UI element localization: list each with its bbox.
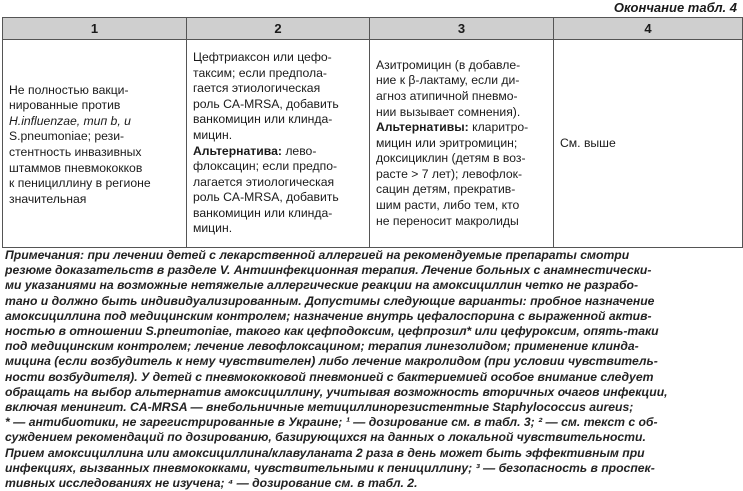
cell-antibiotics-main	[187, 40, 370, 248]
header-col-3: 3	[370, 18, 554, 40]
note-line: Прием амоксициллина или амоксициллина/клавуланата 2 раза в день может быть эффективным при	[5, 445, 645, 460]
header-col-2: 2	[187, 18, 370, 40]
note-line: тано и должно быть индивидуализированным. Допустимы следующие варианты: пробное назначение	[5, 293, 655, 308]
note-line: Примечания: при лечении детей с лекарственной аллергией на рекомендуемые препараты смотри	[5, 248, 630, 262]
note-line: резюме доказательств в разделе V. Антиинфекционная терапия. Лечение больных с анамнестически-	[5, 263, 652, 278]
cell-line: агноз атипичной пневмо-	[376, 88, 518, 103]
note-line: * — антибиотики, не зарегистрированные в Украине; ¹ — дозирование см. в табл. 3; ² — см. текст с об-	[5, 415, 658, 430]
alternatives-label: Альтернативы:	[376, 120, 469, 135]
header-col-4: 4	[554, 18, 743, 40]
note-line: амоксициллина под медицинским контролем; назначение внутрь цефалоспорина с выраженной актив-	[5, 308, 652, 323]
cell-line: штаммов пневмококков	[9, 160, 143, 175]
table-notes	[5, 248, 739, 491]
cell-line: шим расти, либо тем, кто	[376, 198, 520, 213]
note-line: обращать на выбор альтернатив амоксициллину, учитывая возможность вторичных очагов инфекции,	[5, 384, 668, 399]
table-header-row	[3, 18, 743, 40]
header-col-1: 1	[3, 18, 187, 40]
cell-line: сацин детям, прекратив-	[376, 182, 516, 197]
cell-line: Азитромицин (в добавле-	[376, 57, 521, 72]
cell-line: См. выше	[560, 135, 616, 150]
cell-line: S.pneumoniae; рези-	[9, 129, 125, 144]
note-line: включая менингит. CA-MRSA — внебольничные метициллинорезистентные Staphylococcus aureus;	[5, 400, 634, 415]
cell-line: лево-	[281, 143, 317, 158]
cell-line: лагается этиологическая	[193, 174, 335, 189]
note-line: ности возбудителя). У детей с пневмококковой пневмонией с бактериемией особое внимание следует	[5, 369, 654, 384]
cell-line: значительная	[9, 191, 87, 206]
cell-line: нии вызывает сомнения).	[376, 104, 521, 119]
cell-line: стентность инвазивных	[9, 145, 142, 159]
cell-line: расте > 7 лет); левофлок-	[376, 166, 523, 181]
cell-line: к пенициллину в регионе	[9, 176, 151, 191]
note-line: суждением рекомендаций по дозированию, базирующихся на данных о локальной чувствительности.	[5, 430, 646, 445]
alternative-line	[193, 144, 364, 160]
table-row	[3, 40, 743, 248]
treatment-table	[2, 17, 743, 248]
note-line: мицина (если возбудитель к нему чувствителен) либо лечение макролидом (при условии чувствитель-	[5, 354, 658, 369]
cell-line: мицин.	[193, 127, 233, 142]
note-line: ностью в отношении S.pneumoniae, такого как цефподоксим, цефпрозил* или цефуроксим, опять-таки	[5, 324, 659, 339]
cell-line: Не полностью вакци-	[9, 82, 129, 97]
cell-see-above	[554, 40, 743, 248]
cell-line: гается этиологическая	[193, 81, 321, 96]
cell-line: не переносит макролиды	[376, 213, 519, 228]
cell-line: Цефтриаксон или цефо-	[193, 49, 332, 64]
cell-line: ванкомицин или клинда-	[193, 112, 333, 127]
alternative-label: Альтернатива:	[193, 143, 282, 158]
cell-line: H.influenzae, тип b, и	[9, 113, 131, 128]
cell-line: флоксацин; если предпо-	[193, 159, 338, 174]
cell-line: мицин или эритромицин;	[376, 135, 518, 150]
cell-antibiotics-atypical	[370, 40, 554, 248]
table-caption: Окончание табл. 4	[613, 0, 737, 15]
cell-line: доксициклин (детям в воз-	[376, 151, 526, 166]
note-line: ми указаниями на возможные нетяжелые аллергические реакции на амоксициллин четко не разрабо-	[5, 278, 639, 293]
cell-line: роль CA-MRSA, добавить	[193, 190, 339, 205]
note-line: под медицинским контролем; лечение левофлоксацином; терапия линезолидом; применение клинда-	[5, 339, 639, 354]
alternative-line	[376, 120, 548, 136]
note-line: инфекциях, вызванных пневмококками, чувствительными к пенициллину; ³ — безопасность в проспек-	[5, 460, 655, 475]
cell-line: ние к β-лактаму, если ди-	[376, 73, 520, 88]
cell-patient-group	[3, 40, 187, 248]
cell-line: мицин.	[193, 221, 233, 236]
cell-line: роль CA-MRSA, добавить	[193, 96, 339, 111]
cell-line: таксим; если предпола-	[193, 65, 327, 80]
cell-line: ванкомицин или клинда-	[193, 205, 333, 220]
cell-line: кларитро-	[468, 120, 529, 135]
cell-line: нированные против	[9, 98, 121, 113]
note-line: тивных исследованиях не изучена; ⁴ — дозирование см. в табл. 2.	[5, 476, 418, 491]
